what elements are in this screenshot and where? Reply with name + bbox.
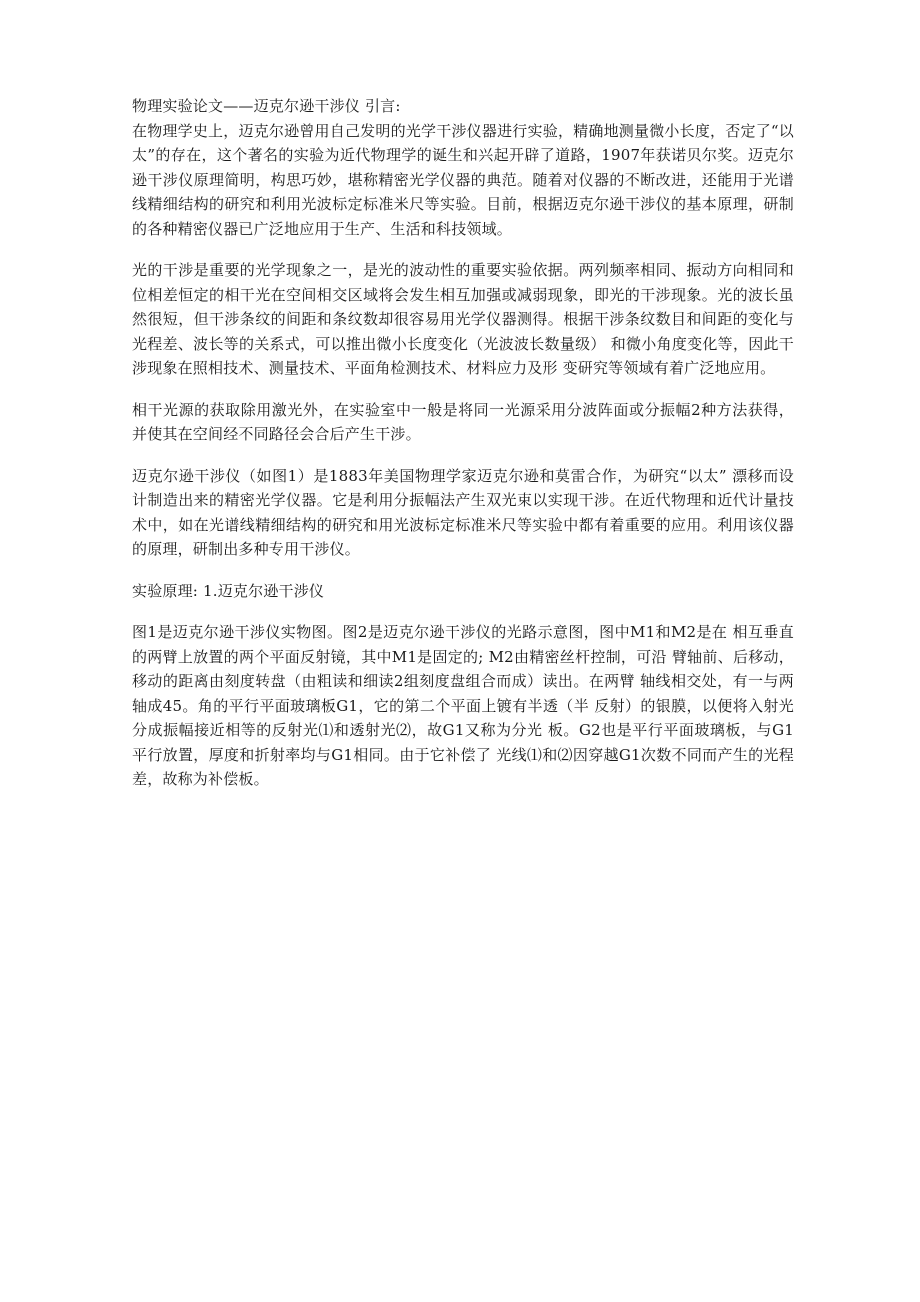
document-title: 物理实验论文——迈克尔逊干涉仪 引言: xyxy=(132,97,401,115)
document-page xyxy=(132,94,794,809)
paragraph-interference: 光的干涉是重要的光学现象之一，是光的波动性的重要实验依据。两列频率相同、振动方向相同和位相差恒定的相干光在空间相交区域将会发生相互加强或减弱现象，即光的干涉现象。光的波长虽然很短，但干涉条纹的间距和条纹数却很容易用光学仪器测得。根据干涉条纹数目和间距的变化与光程差、波长等的关系式，可以推出微小长度变化（光波波长数量级） 和微小角度变化等，因此干涉现象在照相技术、测量技术、平面角检测技术、材料应力及形 变研究等领域有着广泛地应用。 xyxy=(132,261,794,377)
paragraph-coherent-source: 相干光源的获取除用激光外，在实验室中一般是将同一光源采用分波阵面或分振幅2种方法获得，并使其在空间经不同路径会合后产生干涉。 xyxy=(132,400,794,443)
paragraph-intro: 在物理学史上，迈克尔逊曾用自己发明的光学干涉仪器进行实验，精确地测量微小长度，否定了“以太”的存在，这个著名的实验为近代物理学的诞生和兴起开辟了道路，1907年获诺贝尔奖。迈克尔逊干涉仪原理简明，构思巧妙，堪称精密光学仪器的典范。随着对仪器的不断改进，还能用于光谱线精细结构的研究和利用光波标定标准米尺等实验。目前，根据迈克尔逊干涉仪的基本原理，研制的各种精密仪器已广泛地应用于生产、生活和科技领域。 xyxy=(132,121,794,238)
paragraph-michelson: 迈克尔逊干涉仪（如图1）是1883年美国物理学家迈克尔逊和莫雷合作，为研究“以太” 漂移而设计制造出来的精密光学仪器。它是利用分振幅法产生双光束以实现干涉。在近代物理和近代计量技术中，如在光谱线精细结构的研究和用光波标定标准米尺等实验中都有着重要的应用。利用该仪器的原理，研制出多种专用干涉仪。 xyxy=(132,466,794,558)
paragraph-principle: 图1是迈克尔逊干涉仪实物图。图2是迈克尔逊干涉仪的光路示意图，图中M1和M2是在 相互垂直的两臂上放置的两个平面反射镜，其中M1是固定的; M2由精密丝杆控制，可沿 臂轴前、后移动，移动的距离由刻度转盘（由粗读和细读2组刻度盘组合而成）读出。在两臂 轴线相交处，有一与两轴成45。角的平行平面玻璃板G1，它的第二个平面上镀有半透（半 反射）的银膜，以便将入射光分成振幅接近相等的反射光⑴和透射光⑵，故G1又称为分光 板。G2也是平行平面玻璃板，与G1平行放置，厚度和折射率均与G1相同。由于它补偿了 光线⑴和⑵因穿越G1次数不同而产生的光程差，故称为补偿板。 xyxy=(132,623,794,788)
section-heading: 实验原理: 1.迈克尔逊干涉仪 xyxy=(132,581,325,600)
